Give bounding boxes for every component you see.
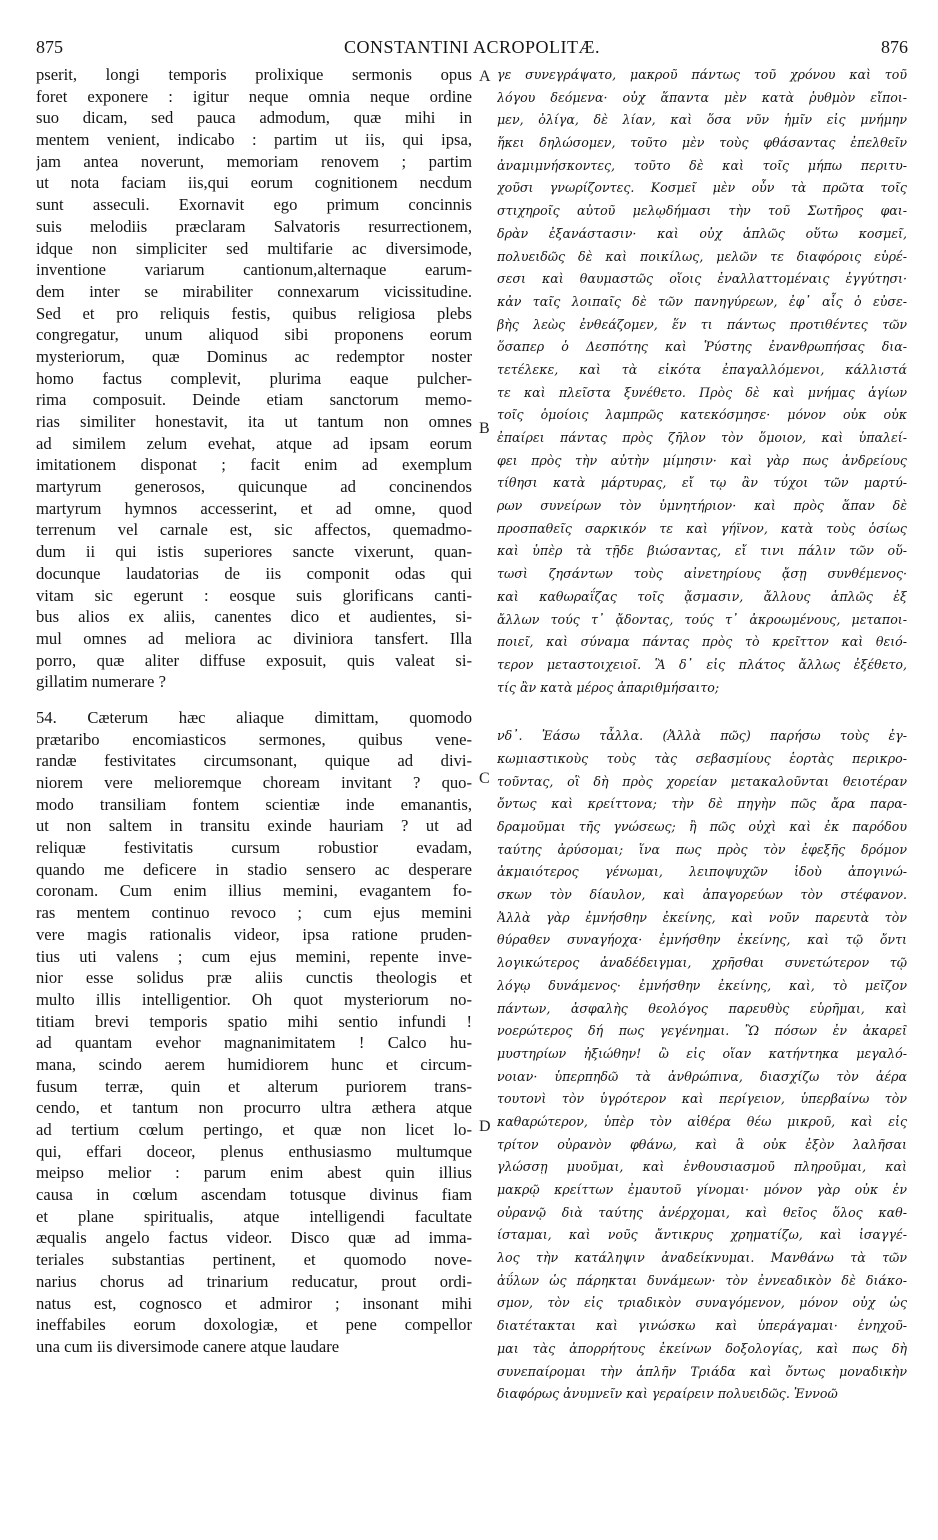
latin-text-line: fusum terræ, quin et alterum puriorem trans-: [36, 1076, 472, 1096]
latin-text-line: jam antea noverunt, memoriam renovem ; partim: [36, 151, 472, 171]
latin-text-line: mana, scindo aerem humidiorem hunc et circum-: [36, 1054, 472, 1074]
latin-text-line: randæ festivitates circumsonant, quique ad divi-: [36, 751, 472, 771]
greek-text-line: τίθησι κατὰ μάρτυρας, εἴ τῳ ἂν τύχοι τῶν μαρτύ-: [497, 475, 907, 491]
latin-text-line: causa in cœlum ascendam totusque divinus fiam: [36, 1185, 472, 1205]
latin-text-line: martyrum hymnos accesserint, et ad omne, quod: [36, 498, 472, 518]
latin-text-line: tius uti valens ; cum ejus memini, repente inve-: [36, 946, 472, 966]
latin-column: [36, 64, 472, 1358]
greek-text-line: τερον μεταστοιχειοῖ. Ἃ δ᾽ εἰς πλάτος ἄλλως ἐξέθετο,: [497, 656, 907, 672]
margin-letter-b: B: [479, 420, 490, 437]
latin-text-line: mysteriorum, quæ Dominus ac redemptor noster: [36, 346, 472, 366]
latin-text-line: docunque laudatorias de iis componit odas qui: [36, 563, 472, 583]
greek-text-line: λος τὴν κατάληψιν ἀναδείκνυμαι. Μανθάνω τὰ τῶν: [497, 1250, 907, 1266]
latin-text-line: cendo, et tantum non procurro ultra æthera atque: [36, 1098, 472, 1118]
greek-text-line: μυστηρίων ἠξιώθην! ὢ εἰς οἵαν κατήντηκα μεγαλό-: [497, 1045, 907, 1061]
latin-text-line: dum ii qui istis superiores sancte vixerunt, quan-: [36, 542, 472, 562]
latin-text-line: ad quantam evehor magnanimitatem ! Calco hu-: [36, 1033, 472, 1053]
greek-text-line: φει πρὸς τὴν αὐτὴν μίμησιν· καὶ γὰρ πως ἀνδρείους: [497, 452, 907, 468]
latin-text-line: porro, quæ aliter diffuse exposuit, quis valeat si-: [36, 650, 472, 670]
greek-text-line: πάντων, ἀσφαλὴς θεολόγος παρευθὺς εὑρῆμαι, καὶ: [497, 1000, 907, 1016]
greek-text-line: ἐπαίρει πάντας πρὸς ζῆλον τὸν ὅμοιον, καὶ ὑπαλεί-: [497, 430, 907, 445]
greek-text-line: διατέτακται καὶ γινώσκω καὶ ὑπεράγαμαι· ἐνηχοῦ-: [497, 1318, 907, 1334]
latin-text-line: vitam sic egerunt : eosque suis glorificans canti-: [36, 585, 472, 605]
greek-text-line: ὄντως καὶ κρείττονα; τὴν δὲ πηγὴν πῶς ἄρα παρα-: [497, 796, 907, 812]
greek-text-line: τε καὶ πλεῖστα ξυνέθετο. Πρὸς δὲ καὶ μνήμας ἁγίων: [497, 384, 907, 400]
greek-text-line: προσπαθεῖς σαρκικόν τε καὶ γήϊνον, κατὰ τοὺς ὁσίως: [497, 520, 907, 536]
greek-text-line: ἀναμιμνήσκοντες, τοῦτο δὲ καὶ τοῖς μήπω περιτυ-: [497, 157, 907, 173]
latin-text-line: gillatim numerare ?: [36, 672, 166, 692]
greek-text-line: τοῦντας, οἳ δὴ πρὸς χορείαν μετακαλοῦνται θειοτέραν: [497, 773, 907, 789]
greek-text-line: τωσὶ ζησάντων τοὺς αἰνετηρίους ᾄσῃ συνθέμενος·: [497, 566, 907, 582]
latin-text-line: qui, effari doceor, plenus enthusiasmo multumque: [36, 1141, 472, 1161]
greek-text-line: οὐρανῷ διὰ ταύτης ἀνέρχομαι, καὶ θεῖος ὅλος καθ-: [497, 1204, 907, 1220]
greek-text-line: νοιαν· ὑπερπηδῶ τὰ ἀνθρώπινα, διασχίζω τὸν ἀέρα: [497, 1068, 907, 1084]
greek-text-line: ὅσαπερ ὁ Δεσπότης καὶ Ῥύστης ἐνανθρωπήσας δια-: [497, 339, 907, 355]
greek-text-line: ἄλλων τούς τ᾽ ᾄδοντας, τούς τ᾽ ἀκροωμένους, μεταποι-: [497, 611, 907, 627]
greek-text-line: τετέλεκε, καὶ τὰ εἰκότα ἐπαγαλλόμενοι, κάλλιστά: [497, 361, 907, 377]
greek-text-line: καὶ καθωραΐζας τοῖς ᾄσμασιν, ἄλλους ἁπλῶς ἐξ: [497, 588, 907, 604]
greek-text-line: καθαρώτερον, ὑπὲρ τὸν αἰθέρα θέω μικροῦ, καὶ εἰς: [497, 1113, 907, 1129]
latin-text-line: suo dicam, sed pauca admodum, quæ mihi in: [36, 108, 472, 128]
greek-text-line: λόγῳ δυνάμενος· ἐμνήσθην ἐκείνης, καὶ, τὸ μεῖζον: [497, 977, 907, 993]
greek-text-line: κἀν ταῖς λοιπαῖς δὲ τῶν πανηγύρεων, ἐφ᾽ αἷς ὁ εὐσε-: [497, 293, 907, 309]
latin-text-line: mentem venient, indicabo : partim ut iis, qui ipsa,: [36, 130, 472, 150]
greek-column: [497, 64, 907, 1406]
greek-text-line: σεσι καὶ θαυμαστῶς οἵοις ἐναλλαττομέναις ἐγγύτησι·: [497, 271, 907, 287]
greek-text-line: λόγου δεόμενα· οὐχ ἅπαντα μὲν κατὰ ῥυθμὸν εἴποι-: [497, 89, 907, 105]
latin-text-line: ut non saltem in transitu exinde hauriam ? ut ad: [36, 816, 472, 836]
latin-text-line: vere magis rationalis videor, ipsa ratione pruden-: [36, 924, 472, 944]
page-number-left: 875: [36, 37, 63, 57]
latin-text-line: multo illis intelligentior. Oh quot mysteriorum no-: [36, 989, 472, 1009]
margin-letter-d: D: [479, 1118, 491, 1135]
latin-text-line: mul omnes ad meliora ac diviniora tansfert. Illa: [36, 628, 472, 648]
latin-text-line: narius chorus ad trinarium reducatur, prout ordi-: [36, 1271, 472, 1291]
margin-letter-c: C: [479, 770, 490, 787]
latin-section-break: [36, 693, 472, 707]
latin-text-line: titiam brevi temporis spatio mihi sentio infundi !: [36, 1011, 472, 1031]
greek-text-line: μεν, ὀλίγα, δὲ λίαν, καὶ ὅσα νῦν ἡμῖν εἰς μνήμην: [497, 112, 907, 128]
greek-text-line: συνεπαίρομαι τὴν ἁπλῆν Τριάδα καὶ ὄντως μοναδικὴν: [497, 1363, 907, 1379]
greek-text-line: ίσταμαι, καὶ νοῦς ἄντικρυς χρηματίζω, καὶ ἰσαγγέ-: [497, 1227, 907, 1243]
latin-text-line: et plane spiritualis, atque intelligendi facultate: [36, 1206, 472, 1226]
latin-text-line: coronam. Cum enim illius memini, evagantem fo-: [36, 881, 472, 901]
latin-text-line: æqualis angelo factus videor. Disco quæ ad imma-: [36, 1228, 472, 1248]
latin-text-line: nior esse solidus præ aliis cunctis theologis et: [36, 968, 472, 988]
greek-text-line: λογικώτερος ἀναδέδειγμαι, χρῆσθαι συνετώτερον τῷ: [497, 955, 907, 971]
latin-text-line: martyrum generosos, quicunque ad concinendos: [36, 477, 472, 497]
greek-text-line: ποιεῖ, καὶ σύναμα πάντας πρὸς τὸ κρεῖττον καὶ θειό-: [497, 634, 907, 650]
greek-text-line: Ἀλλὰ γὰρ ἐμνήσθην ἐκείνης, καὶ νοῦν παρευτὰ τὸν: [497, 909, 907, 925]
greek-text-line: ἥκει δηλώσομεν, τοῦτο μὲν τοὺς φθάσαντας ἐπελθεῖν: [497, 135, 907, 151]
latin-text-line: dem inter se mirabiliter connexarum vicissitudine.: [36, 281, 472, 301]
greek-text-line: τοῖς ὁμοίοις λαμπρῶς κατεκόσμησε· μόνον οὐκ οὐκ: [497, 407, 907, 423]
latin-text-line: bus alios ex aliis, canentes dico et audientes, si-: [36, 607, 472, 627]
latin-text-line: terrenum vel carnale est, sic affectos, quemadmo-: [36, 520, 472, 540]
latin-text-line: sunt asseculi. Exornavit ego primum concinnis: [36, 195, 472, 215]
latin-text-line: natus est, cognosco et admiror ; insonant mihi: [36, 1293, 472, 1313]
latin-text-line: Sed et pro reliquis festis, quibus religiosa plebs: [36, 303, 472, 323]
latin-text-line: pserit, longi temporis prolixique sermonis opus: [36, 65, 472, 84]
latin-text-line: inventione variarum cantionum,alternaque earum-: [36, 260, 472, 280]
latin-text-line: teriales substantias pertinent, et quomodo nove-: [36, 1250, 472, 1270]
latin-text-line: meipso melior : parum enim abest quin illius: [36, 1163, 472, 1183]
greek-text-line: ταύτης ἀρύσομαι; ἵνα πως πρὸς τὸν ἐφεξῆς δρόμον: [497, 841, 907, 857]
latin-text-line: modo transiliam fontem scientiæ inde emanantis,: [36, 794, 472, 814]
latin-text-line: niorem vere melioremque choream invitant ? quo-: [36, 773, 472, 792]
latin-text-line: ras mentem continuo revoco ; cum ejus memini: [36, 903, 472, 923]
greek-text-line: σμον, τὸν εἰς τριαδικὸν συναγόμενον, μόνον οὐχ ὡς: [497, 1295, 907, 1311]
greek-text-line: διαφόρως ἀνυμνεῖν καὶ γεραίρειν πολυειδῶς. Ἐννοῶ: [497, 1386, 838, 1402]
greek-text-line: θύραθεν συναγήοχα· ἐμνήσθην ἐκείνης, καὶ τῷ ὄντι: [497, 932, 907, 948]
latin-text-line: 54. Cæterum hæc aliaque dimittam, quomodo: [36, 707, 472, 727]
greek-text-line: μαι τὰς ἀπορρήτους ἐκείνων δοξολογίας, καὶ πως δὴ: [497, 1340, 907, 1356]
greek-text-line: ἀΰλων ὡς πάρηκται δυνάμεων· τὸν ἐννεαδικὸν δὲ διάκο-: [497, 1272, 907, 1288]
latin-text-line: ut nota faciam iis,qui eorum cognitionem necdum: [36, 173, 472, 193]
page-number-right: 876: [881, 37, 908, 57]
latin-text-line: homo factus complevit, plurima eaque pulcher-: [36, 368, 472, 388]
greek-text-line: νοερώτερος δή πως γεγένημαι. Ὢ πόσων ἐν ἀκαρεῖ: [497, 1023, 907, 1039]
greek-text-line: γλώσσῃ μυοῦμαι, καὶ ἐνθουσιασμοῦ πληροῦμαι, καὶ: [497, 1159, 907, 1175]
latin-text-line: rias similiter honestavit, ita ut tantum non omnes: [36, 412, 472, 431]
greek-text-line: δρὰν ἐξανάστασιν· καὶ οὐχ ἁπλῶς οὕτω κοσμεῖ,: [497, 225, 907, 241]
greek-text-line: νδ᾽. Ἐάσω τἆλλα. (Ἀλλὰ πῶς) παρήσω τοὺς ἐγ-: [497, 728, 907, 744]
greek-text-line: κωμιαστικοὺς τοὺς τὰς σεβασμίους ἑορτὰς περικρο-: [497, 750, 907, 766]
greek-text-line: ἀκμαιότερος γένωμαι, λειποψυχῶν ἰδοὺ ἀπογινώ-: [497, 864, 907, 880]
latin-text-line: una cum iis diversimode canere atque laudare: [36, 1336, 340, 1356]
greek-text-line: τρίτον οὐρανὸν φθάνω, καὶ ἃ οὐκ ἐξὸν λαλῆσαι: [497, 1136, 907, 1152]
greek-text-line: καὶ ὑπὲρ τὰ τῇδε βιώσαντας, εἴ τινι πάλιν τῶν οὕ-: [497, 543, 907, 559]
greek-text-line: ρων συνείρων τὸν ὑμνητήριον· καὶ πρὸς ἅπαν δὲ: [497, 498, 907, 514]
latin-text-line: ineffabiles eorum doxologiæ, et pene compellor: [36, 1315, 472, 1335]
greek-text-line: σκων τὸν δίαυλον, καὶ ἀπαγορεύων τὸν στέφανον.: [497, 887, 907, 903]
latin-text-line: quando me deficere in stadio sensero ac desperare: [36, 859, 472, 879]
greek-text-line: δραμοῦμαι τῆς γνώσεως; ἢ πῶς οὐχὶ καὶ ἐκ παρόδου: [497, 819, 907, 834]
greek-text-line: τουτονὶ τὸν ὑγρότερον καὶ περίγειον, ὑπερβαίνω τὸν: [497, 1091, 907, 1107]
running-header: [36, 37, 908, 61]
latin-text-line: prætaribo encomiasticos sermones, quibus vene-: [36, 729, 472, 749]
latin-text-line: imitationem disponat ; facit enim ad exemplum: [36, 455, 472, 475]
greek-text-line: χοῦσι γνωρίζοντες. Κοσμεῖ μὲν οὖν τὰ πρῶτα τοῖς: [497, 180, 907, 196]
latin-text-line: reliquæ festivitatis cursum robustior evadam,: [36, 838, 472, 858]
latin-text-line: foret exponere : igitur neque omnia neque ordine: [36, 86, 472, 106]
greek-text-line: γε συνεγράψατο, μακροῦ πάντως τοῦ χρόνου καὶ τοῦ: [497, 67, 907, 82]
latin-text-line: ad similem zelum evehat, atque ad ipsam eorum: [36, 433, 472, 453]
latin-text-line: ad tertium cœlum pertingo, et quæ non licet lo-: [36, 1120, 472, 1139]
greek-text-line: μακρῷ κρείττων ἐμαυτοῦ γίνομαι· μόνον γὰρ οὐκ ἐν: [497, 1182, 907, 1197]
latin-text-line: suis melodiis præclaram Salvatoris resurrectionem,: [36, 216, 472, 236]
margin-letter-a: A: [479, 68, 491, 85]
running-title: CONSTANTINI ACROPOLITÆ.: [343, 37, 601, 57]
latin-text-line: idque non simpliciter sed multifarie ac diversimode,: [36, 238, 472, 258]
greek-text-line: στιχηροῖς αὐτοῦ μελῳδήμασι τὴν τοῦ Σωτῆρος φαι-: [497, 203, 907, 219]
latin-text-line: rima composuit. Deinde etiam sanctorum memo-: [36, 390, 472, 410]
latin-text-line: congregatur, unum aliquod sibi proponens eorum: [36, 325, 472, 345]
greek-section-break: [497, 699, 907, 725]
greek-text-line: τίς ἂν κατὰ μέρος ἀπαριθμήσαιτο;: [497, 679, 720, 695]
greek-text-line: βὴς λεὼς ἐνθεάζομεν, ἕν τι πάντως προτιθέντες τῶν: [497, 316, 907, 332]
greek-text-line: πολυειδῶς δὲ καὶ ποικίλως, μελῶν τε διαφόροις εὑρέ-: [497, 248, 907, 264]
